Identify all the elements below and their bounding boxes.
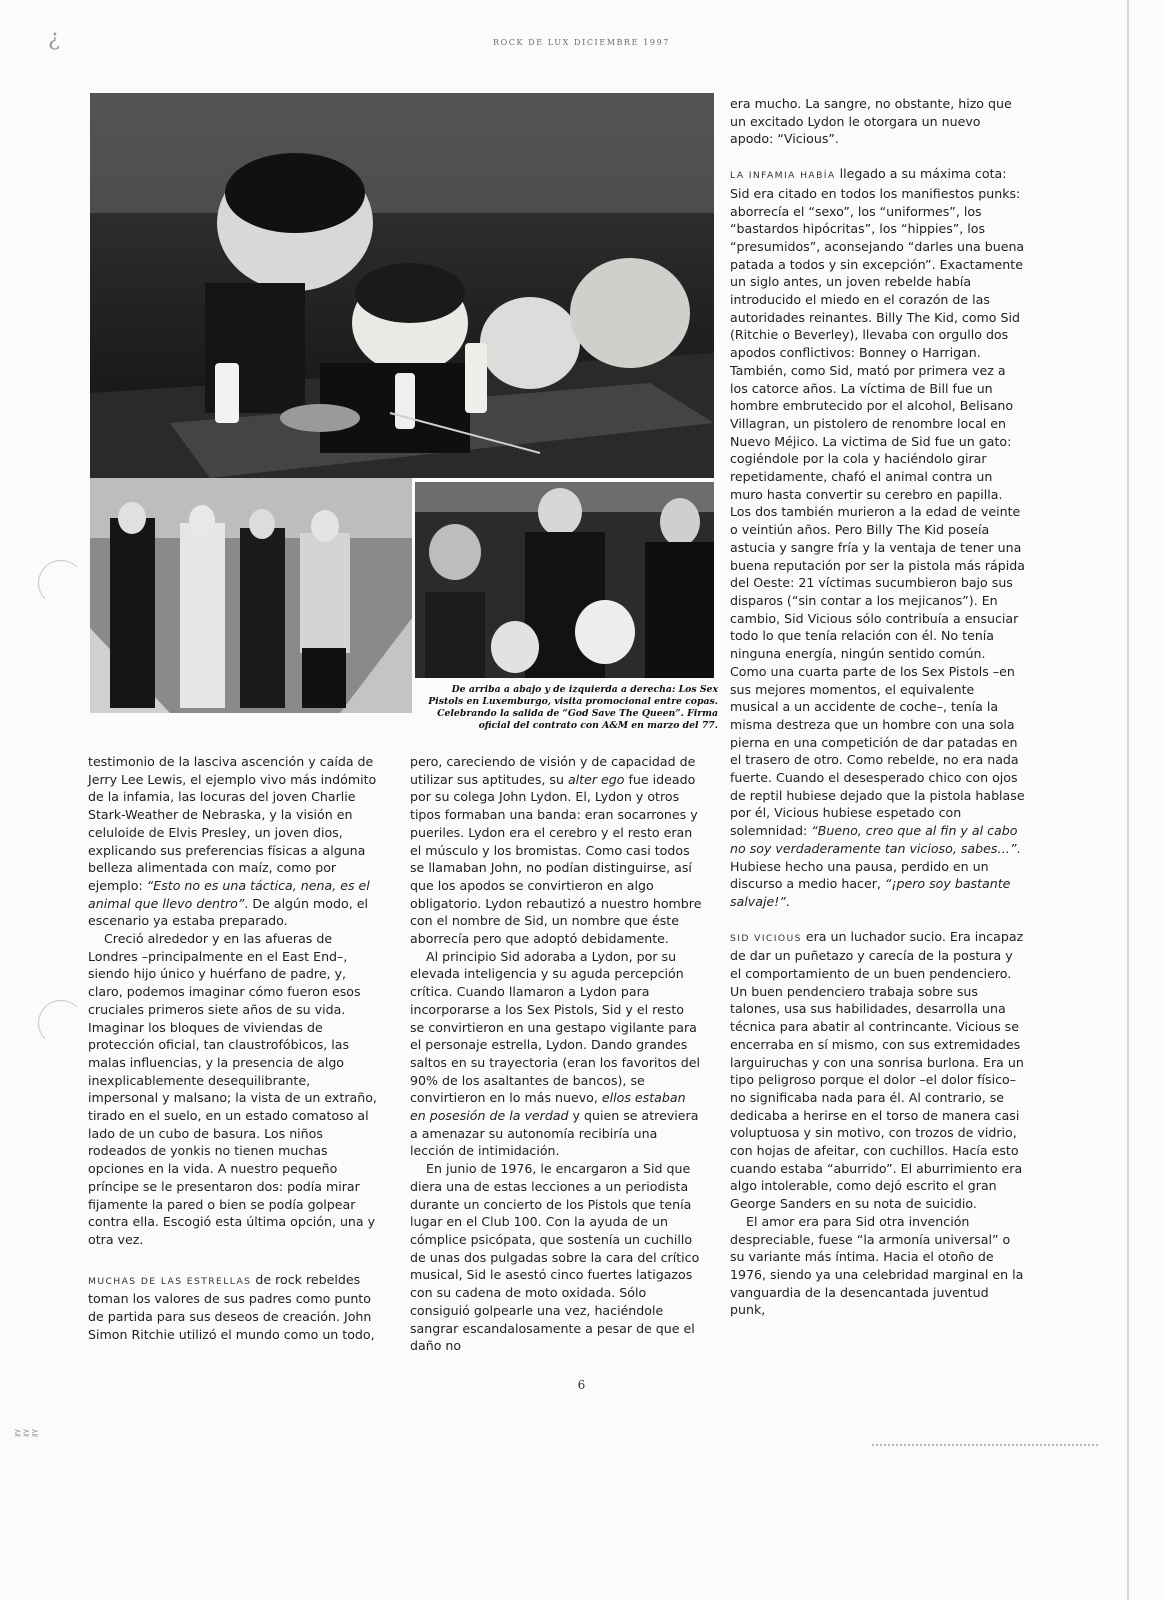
- col1-p1-end: . De algún modo, el escenario ya estaba preparado.: [88, 895, 368, 929]
- col3-paragraph-4: El amor era para Sid otra invención despreciable, fuese “la armonía universal” o su variante más íntima. Hacia el otoño de 1976, siendo ya una celebridad marginal en la vanguardia de la desencantada juventud punk,: [730, 1213, 1024, 1318]
- photo-contract-signing: [415, 482, 714, 678]
- col2-p1-italic: alter ego: [567, 771, 625, 787]
- col3-p3-text: era un luchador sucio. Era incapaz de dar un puñetazo y carecía de la postura y el comportamiento de un buen pendenciero. Un buen pendenciero trabaja sobre sus talones, usa sus habilidades, desarrolla una técnica para abatir al contrincante. Vicious se encerraba en sí mismo, con sus extremidades larguiruchas y con una sonrisa burlona. Era un tipo peligroso porque el dolor –el dolor físico– no significaba nada para él. Al contrario, se dedicaba a herirse en el torso de manera casi voluptuosa y sin motivo, con trozos de vidrio, con hojas de afeitar, con cuchillos. Hacía esto cuando estaba “aburrido”. El aburrimiento era algo intolerable, como dejó escrito el gran George Sanders en su nota de suicidio.: [730, 928, 1024, 1212]
- col1-p1-quote: “Esto no es una táctica, nena, es el animal que llevo dentro”: [88, 877, 370, 911]
- photo-band-standing: [90, 478, 412, 713]
- col3-p2-quote: “Bueno, creo que al fin y al cabo no soy verdaderamente tan vicioso, sabes…”: [730, 823, 1018, 856]
- col1-p1-text: testimonio de la lasciva ascención y caída de Jerry Lee Lewis, el ejemplo vivo más indómito de la infamia, las locuras del joven Charlie Stark-Weather de Nebraska, y la visión en celuloide de Elvis Presley, un joven dios, explicando sus preferencias físicas a alguna belleza alimentada con maíz, como por ejemplo:: [88, 754, 377, 893]
- scan-edge: [1127, 0, 1129, 1600]
- scan-dots: [872, 1444, 1098, 1448]
- col2-paragraph-3: En junio de 1976, le encargaron a Sid que diera una de estas lecciones a un periodista durante un concierto de los Pistols que tenía lugar en el Club 100. Con la ayuda de un cómplice psicópata, que sostenía un cuchillo de unas dos pulgadas sobre la cara del crítico musical, Sid le asestó cinco fuertes latigazos con su cadena de moto oxidada. Sólo consiguió golpearle una vez, haciéndole sangrar escandalosamente a pesar de que el daño no: [410, 1161, 700, 1354]
- punch-hole-bottom: [38, 1000, 84, 1046]
- photo-band-at-table: [90, 93, 714, 478]
- col3-paragraph-3: [730, 928, 1025, 1213]
- col3-paragraph-2: [730, 165, 1025, 911]
- col1-p3-lead: MUCHAS DE LAS ESTRELLAS: [88, 1275, 252, 1287]
- margin-mark-bottom: ⪸⪸⪸: [14, 1428, 40, 1438]
- column-3: [730, 95, 1025, 1319]
- photo-band-at-table-art: [90, 93, 714, 478]
- col3-p2-lead: LA INFAMIA HABÍA: [730, 170, 836, 182]
- col3-p3-lead: SID VICIOUS: [730, 932, 802, 944]
- col3-p2-text: llegado a su máxima cota: Sid era citado en todos los manifiestos punks: aborrecía el “sexo”, los “uniformes”, los “bastardos hipócritas”, los “hippies”, los “presumidos”, aconsejando “darles una buena patada a todos y sin excepción”. Exactamente un siglo antes, un joven rebelde había introducido el miedo en el corazón de las autoridades reinantes. Billy The Kid, como Sid (Ritchie o Beverley), llevaba con orgullo dos apodos conflictivos: Bonney o Harrigan. También, como Sid, mató por primera vez a los catorce años. La víctima de Bill fue un hombre embrutecido por el alcohol, Belisano Villagran, un pistolero de renombre local en Nuevo Méjico. La victima de Sid fue un gato: cogiéndole por la cola y haciéndolo girar repetidamente, chafó el animal contra un muro hasta convertir su cerebro en papilla. Los dos también murieron a la edad de veinte o veintiún años. Pero Billy The Kid poseía astucia y sangre fría y la ventaja de tener una buena reputación por ser la pistola más rápida del Oeste: 21 víctimas sucumbieron bajo sus disparos (“sin contar a los mejicanos”). En cambio, Sid Vicious sólo contribuía a ensuciar todo lo que tenía relación con él. No tenía ninguna energía, ningún sentido común. Como una cuarta parte de los Sex Pistols –en sus mejores momentos, el equivalente musical a un accidente de coche–, tenía la misma destreza que un hombre con una sola pierna en una competición de dar patadas en el trasero de otro. Como rebelde, no era nada fuerte. Cuando el desesperado chico con ojos de reptil hubiese dejado que la pistola hablase por él, Vicious hubiese espetado con solemnidad:: [730, 166, 1025, 839]
- column-1: [88, 753, 380, 1344]
- column-2: [410, 753, 702, 1355]
- col2-paragraph-1: [410, 753, 702, 948]
- col2-p2-text-a: Al principio Sid adoraba a Lydon, por su elevada inteligencia y su aguda percepción crítica. Cuando llamaron a Lydon para incorporarse a los Sex Pistols, Sid y el resto se convirtieron en una gestapo vigilante para el personaje estrella, Lydon. Dando grandes saltos en su trayectoria (eran los favoritos del 90% de los asaltantes de bancos), se convirtieron en lo más nuevo,: [410, 948, 701, 1106]
- col2-p2-text-b: y quien se atreviera a amenazar su autonomía recibiría una lección de intimidación.: [410, 1108, 699, 1159]
- photo-contract-signing-art: [415, 482, 714, 678]
- col2-paragraph-2: [410, 948, 702, 1160]
- col3-paragraph-1: era mucho. La sangre, no obstante, hizo que un excitado Lydon le otorgara un nuevo apodo: “Vicious”.: [730, 96, 1012, 147]
- col1-paragraph-1: [88, 753, 380, 930]
- col3-p2-quote-2: “¡pero soy bastante salvaje!”: [730, 876, 1011, 909]
- margin-mark-top: ¿: [48, 26, 60, 51]
- col1-paragraph-2: Creció alrededor y en las afueras de Londres –principalmente en el East End–, siendo hijo único y huérfano de padre, y, claro, podemos imaginar cómo fueron esos cruciales primeros siete años de su vida. Imaginar los bloques de viviendas de protección oficial, tan claustrofóbicos, las malas influencias, y la presencia de algo inexplicablemente desequilibrante, impersonal y malsano; la vista de un extraño, tirado en el suelo, en un estado comatoso al lado de un cubo de basura. Los niños rodeados de yonkis no tienen muchas opciones en la vida. A nuestro pequeño príncipe se le presentaron dos: podía mirar fijamente la pared o bien se podía golpear contra ella. Escogió esta última opción, una y otra vez.: [88, 931, 377, 1247]
- running-header: ROCK DE LUX DICIEMBRE 1997: [492, 38, 670, 47]
- col2-p1-text-b: fue ideado por su colega John Lydon. El, Lydon y otros tipos formaban una banda: eran socarrones y pueriles. Lydon era el cerebro y el resto eran el músculo y los bromistas. Como casi todos se llamaban John, no podían distinguirse, así que los apodos se convirtieron en algo obligatorio. Lydon rebautizó a nuestro hombre con el nombre de Sid, un nombre que éste aborrecía pero que adoptó debidamente.: [410, 771, 702, 947]
- photo-band-standing-art: [90, 478, 412, 713]
- col2-p1-text-a: pero, careciendo de visión y de capacidad de utilizar sus aptitudes, su: [410, 754, 696, 787]
- page-number: 6: [577, 1378, 586, 1392]
- col1-paragraph-3: [88, 1271, 380, 1344]
- photo-caption: De arriba a abajo y de izquierda a derecha: Los Sex Pistols en Luxemburgo, visita promocional entre copas. Celebrando la salida de “God Save The Queen”. Firma oficial del contrato con A&M en marzo del 77.: [428, 684, 718, 731]
- col3-p2-mid: . Hubiese hecho una pausa, perdido en un discurso a medio hacer,: [730, 840, 1021, 892]
- col2-p2-italic: ellos estaban en posesión de la verdad: [410, 1090, 686, 1124]
- col1-p3-text: de rock rebeldes toman los valores de sus padres como punto de partida para sus deseos de creación. John Simon Ritchie utilizó el mundo como un todo,: [88, 1271, 375, 1342]
- col3-p2-end: .: [785, 893, 790, 909]
- punch-hole-top: [38, 560, 84, 606]
